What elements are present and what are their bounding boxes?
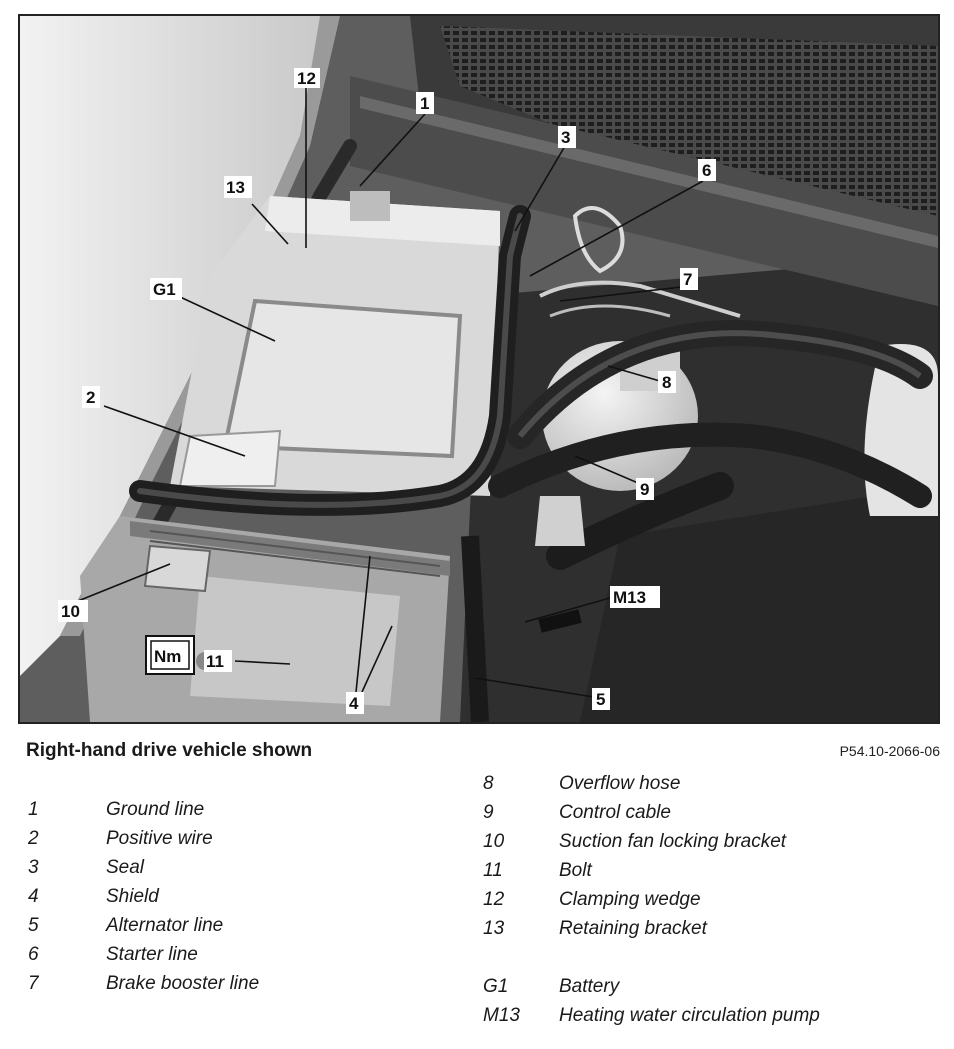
legend-desc: Seal <box>106 857 145 878</box>
legend-desc: Suction fan locking bracket <box>559 831 787 852</box>
callout-12: 12 <box>297 69 316 88</box>
legend-key: 7 <box>28 973 39 994</box>
legend-key: 9 <box>483 802 494 823</box>
figure-id: P54.10-2066-06 <box>839 743 940 759</box>
callout-1: 1 <box>420 94 430 113</box>
legend-desc: Battery <box>559 976 620 997</box>
callout-5: 5 <box>596 690 606 709</box>
legend-key: 2 <box>28 828 39 849</box>
legend-key: 3 <box>28 857 39 878</box>
legend-desc: Overflow hose <box>559 773 681 794</box>
callout-10: 10 <box>61 602 80 621</box>
legend-key: 4 <box>28 886 39 907</box>
legend-desc: Brake booster line <box>106 973 260 994</box>
legend-desc: Heating water circulation pump <box>559 1005 820 1026</box>
legend-key: 5 <box>28 915 39 936</box>
figure-caption: Right-hand drive vehicle shown <box>26 740 313 761</box>
legend-desc: Starter line <box>106 944 198 965</box>
callout-9: 9 <box>640 480 650 499</box>
legend-desc: Control cable <box>559 802 671 823</box>
legend-desc: Positive wire <box>106 828 213 849</box>
callout-4: 4 <box>349 694 359 713</box>
legend-key: 12 <box>483 889 505 910</box>
callout-M13: M13 <box>613 588 647 607</box>
legend-desc: Ground line <box>106 799 205 820</box>
legend-key: 11 <box>483 860 503 881</box>
legend-key: 6 <box>28 944 39 965</box>
callout-2: 2 <box>86 388 96 407</box>
legend-desc: Clamping wedge <box>559 889 701 910</box>
legend-key: G1 <box>483 976 509 997</box>
legend-key: M13 <box>483 1005 520 1026</box>
legend-key: 10 <box>483 831 505 852</box>
callout-7: 7 <box>683 270 693 289</box>
callout-8: 8 <box>662 373 672 392</box>
legend-desc: Bolt <box>559 860 592 881</box>
legend-desc: Shield <box>106 886 159 907</box>
callout-6: 6 <box>702 161 712 180</box>
callout-3: 3 <box>561 128 571 147</box>
legend-key: 13 <box>483 918 505 939</box>
callout-G1: G1 <box>153 280 176 299</box>
legend-key: 8 <box>483 773 494 794</box>
legend-desc: Retaining bracket <box>559 918 707 939</box>
legend-key: 1 <box>28 799 39 820</box>
nm-torque-badge: Nm <box>154 647 182 666</box>
callout-13: 13 <box>226 178 245 197</box>
engine-bay-photo <box>18 14 940 724</box>
callout-11: 11 <box>206 652 224 671</box>
legend-desc: Alternator line <box>106 915 224 936</box>
